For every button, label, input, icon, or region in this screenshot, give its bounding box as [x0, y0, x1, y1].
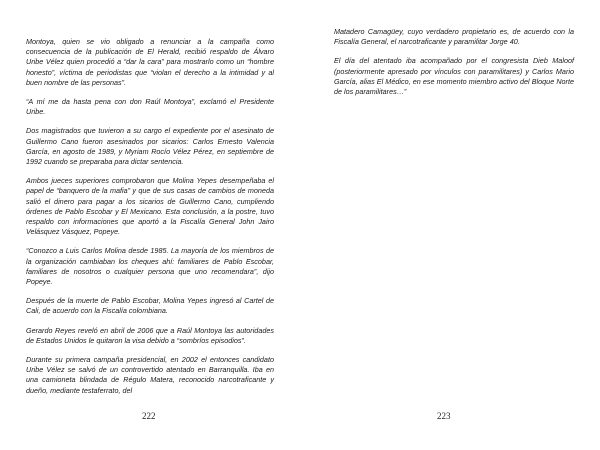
paragraph: El día del atentado iba acompañado por el congresista Dieb Maloof (posteriormente apresado por vínculos con paramilitares) y Carlos Mario García, alias El Médico, en ese momento miembro activo del Bloque Norte de los paramilitares…” — [334, 56, 574, 97]
paragraph: Montoya, quien se vio obligado a renunciar a la campaña como consecuencia de la publicación de El Herald, recibió respaldo de Álvaro Uribe Vélez quien procedió a “dar la cara” para mostrarlo como un “hombre honesto”, víctima de periodistas que “violan el derecho a la intimidad y al buen nombre de las personas”. — [26, 37, 274, 87]
paragraph: Ambos jueces superiores comprobaron que Molina Yepes desempeñaba el papel de “banquero de la mafia” y que de sus casas de cambios de moneda salió el dinero para pagar a los sicarios de Guillermo Cano, cumpliendo órdenes de Pablo Escobar y El Mexicano. Esta conclusión, a la postre, tuvo respaldo con informaciones que aportó a la Fiscalía General John Jairo Velásquez Vásquez, Popeye. — [26, 176, 274, 237]
left-page — [26, 0, 274, 450]
paragraph: Gerardo Reyes reveló en abril de 2006 que a Raúl Montoya las autoridades de Estados Unidos le quitaron la visa debido a “sombríos episodios”. — [26, 325, 274, 345]
left-page-text — [26, 37, 274, 405]
paragraph: Después de la muerte de Pablo Escobar, Molina Yepes ingresó al Cartel de Cali, de acuerdo con la Fiscalía colombiana. — [26, 296, 274, 316]
paragraph: Matadero Camagüey, cuyo verdadero propietario es, de acuerdo con la Fiscalía General, el narcotraficante y paramilitar Jorge 40. — [334, 27, 574, 47]
paragraph: “A mí me da hasta pena con don Raúl Montoya”, exclamó el Presidente Uribe. — [26, 97, 274, 117]
paragraph: “Conozco a Luis Carlos Molina desde 1985. La mayoría de los miembros de la organización cambiaban los cheques ahí: familiares de Pablo Escobar, familiares de nosotros o cualquier persona que uno recomendara”, dijo Popeye. — [26, 246, 274, 287]
right-page — [334, 0, 574, 450]
paragraph: Dos magistrados que tuvieron a su cargo el expediente por el asesinato de Guillermo Cano fueron asesinados por sicarios: Carlos Ernesto Valencia García, en agosto de 1989, y Myriam Rocío Vélez Pérez, en septiembre de 1992 cuando se preparaba para dictar sentencia. — [26, 126, 274, 167]
page-number-left: 222 — [142, 411, 156, 421]
right-page-text — [334, 27, 574, 106]
paragraph: Durante su primera campaña presidencial, en 2002 el entonces candidato Uribe Vélez se salvó de un controvertido atentado en Barranquilla. Iba en una camioneta blindada de Régulo Matera, reconocido narcotraficante y dueño, mediante testaferrato, del — [26, 355, 274, 395]
page-number-right: 223 — [437, 411, 451, 421]
